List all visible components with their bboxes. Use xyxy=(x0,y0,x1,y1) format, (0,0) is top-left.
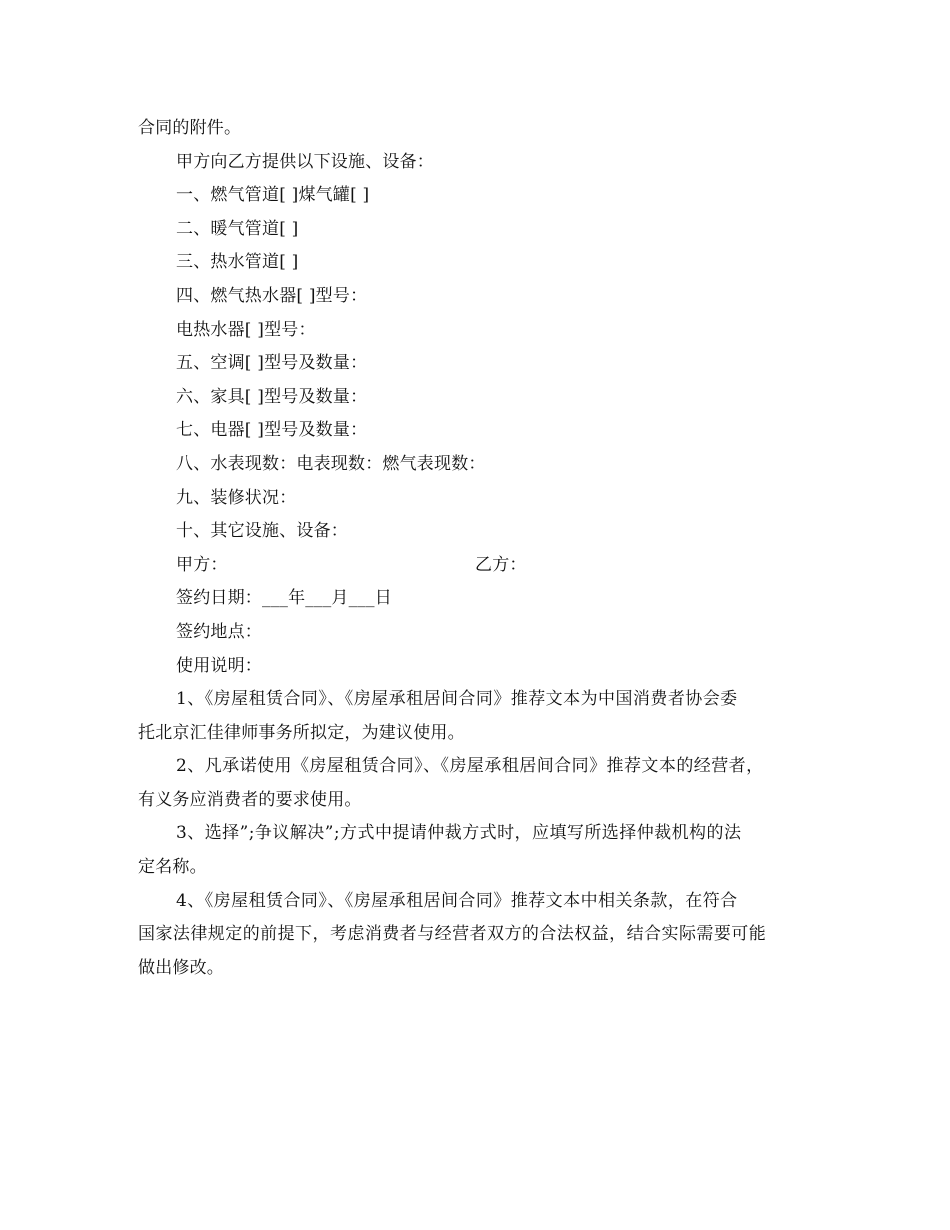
signature-parties xyxy=(138,549,818,583)
list-item: 六、家具[ ]型号及数量： xyxy=(176,386,368,407)
paragraph-line: 国家法律规定的前提下，考虑消费者与经营者双方的合法权益，结合实际需要可能 xyxy=(138,924,767,945)
text-line: 甲方向乙方提供以下设施、设备： xyxy=(176,151,434,172)
text-line: 合同的附件。 xyxy=(138,118,242,138)
signing-date: 签约日期：___年___月___日 xyxy=(176,588,392,609)
list-item: 一、燃气管道[ ]煤气罐[ ] xyxy=(176,185,370,206)
signing-place: 签约地点： xyxy=(176,621,262,642)
paragraph-line: 1、《房屋租赁合同》、《房屋承租居间合同》推荐文本为中国消费者协会委 xyxy=(176,689,738,710)
paragraph-line: 做出修改。 xyxy=(138,957,224,978)
usage-note-4 xyxy=(138,885,818,986)
party-b-label: 乙方： xyxy=(475,554,527,575)
list-item: 电热水器[ ]型号： xyxy=(176,319,316,340)
list-item: 十、其它设施、设备： xyxy=(176,521,348,542)
paragraph-line: 3、选择”;争议解决”;方式中提请仲裁方式时，应填写所选择仲裁机构的法 xyxy=(176,823,742,844)
paragraph-line: 托北京汇佳律师事务所拟定，为建议使用。 xyxy=(138,722,465,743)
party-a-label: 甲方： xyxy=(176,554,228,575)
list-item: 九、装修状况： xyxy=(176,487,297,508)
list-item: 七、电器[ ]型号及数量： xyxy=(176,420,368,441)
list-item: 二、暖气管道[ ] xyxy=(176,218,299,239)
usage-note-2 xyxy=(138,750,818,817)
list-item: 五、空调[ ]型号及数量： xyxy=(176,353,368,374)
document-body xyxy=(138,112,818,985)
paragraph-line: 4、《房屋租赁合同》、《房屋承租居间合同》推荐文本中相关条款，在符合 xyxy=(176,890,738,911)
paragraph-line: 有义务应消费者的要求使用。 xyxy=(138,789,362,810)
list-item: 四、燃气热水器[ ]型号： xyxy=(176,285,368,306)
usage-title: 使用说明： xyxy=(176,655,262,676)
paragraph-line: 定名称。 xyxy=(138,857,207,878)
list-item: 三、热水管道[ ] xyxy=(176,252,299,273)
paragraph-line: 2、凡承诺使用《房屋租赁合同》、《房屋承租居间合同》推荐文本的经营者， xyxy=(176,756,764,777)
usage-note-3 xyxy=(138,817,818,884)
list-item: 八、水表现数：电表现数：燃气表现数： xyxy=(176,453,486,474)
usage-note-1 xyxy=(138,683,818,750)
